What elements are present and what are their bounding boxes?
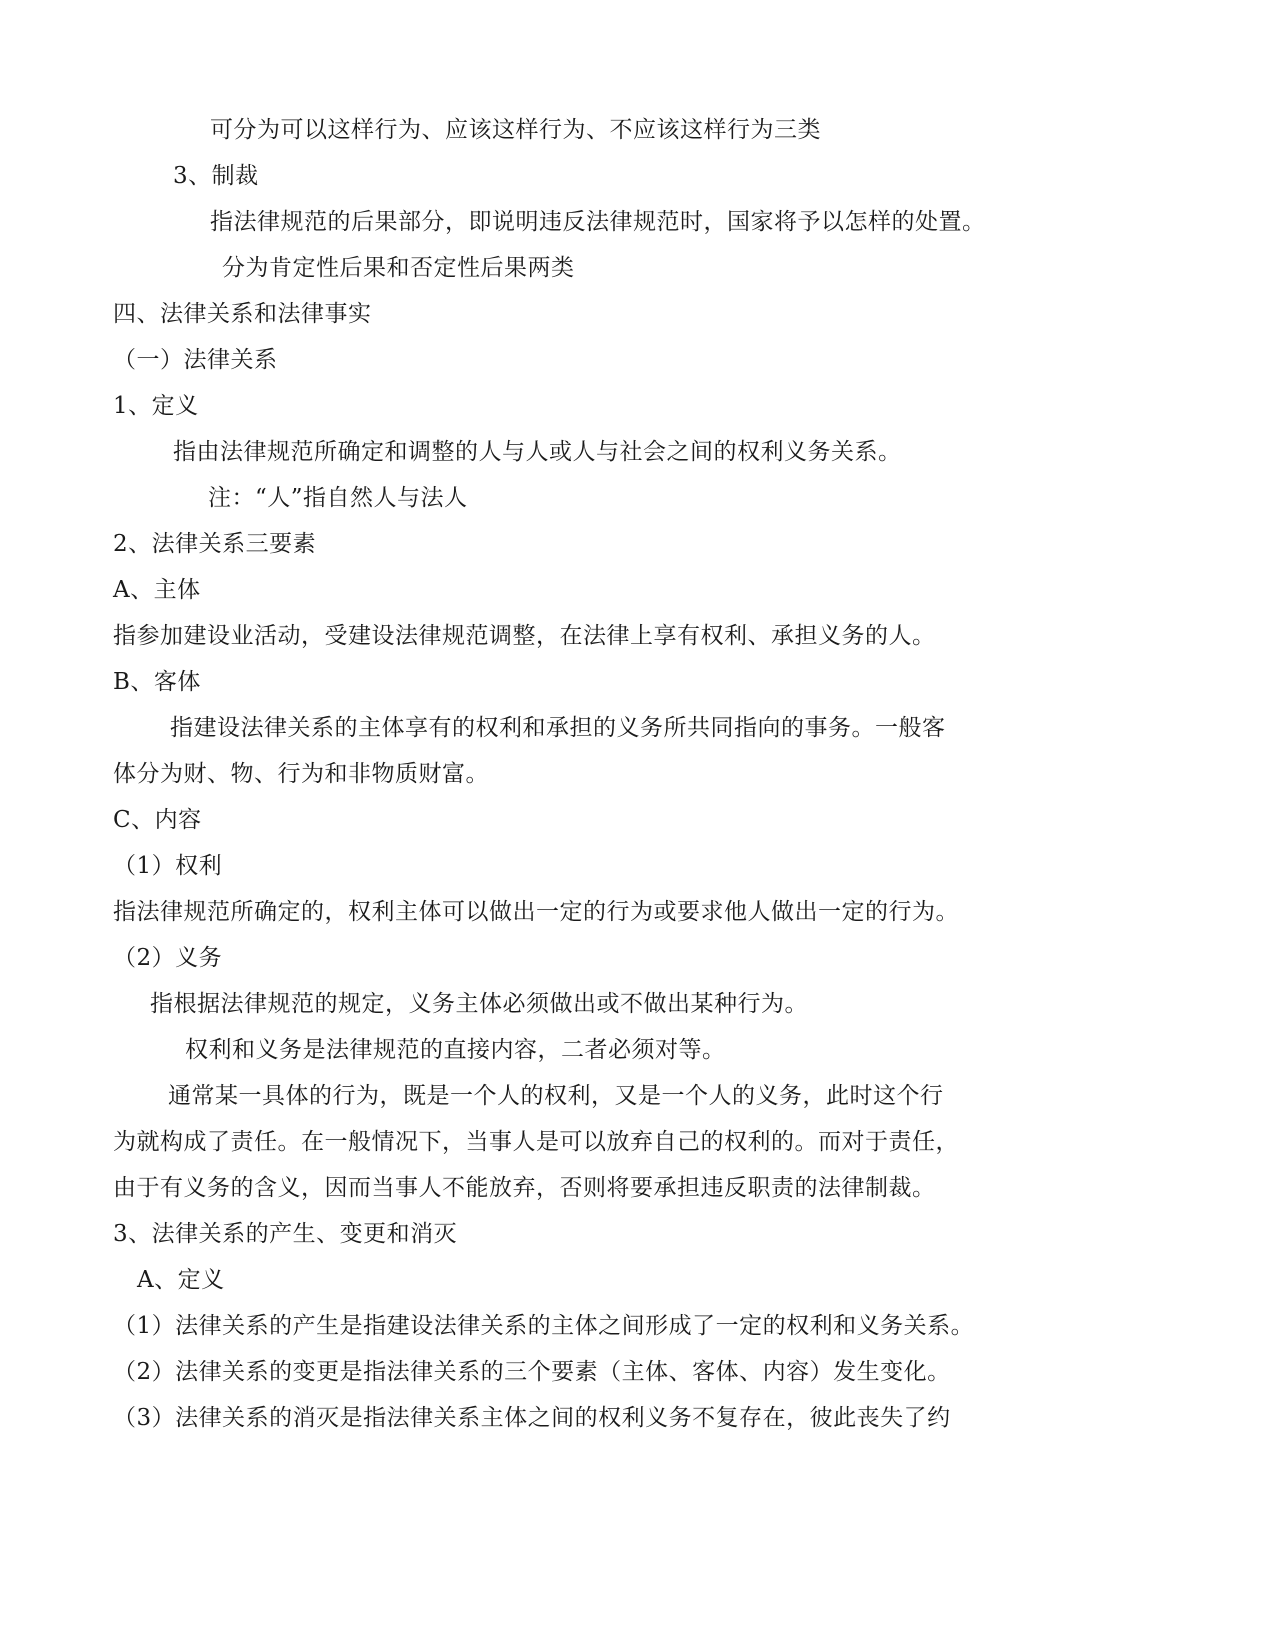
heading-definition: 1、定义 xyxy=(113,393,199,419)
text-line-sanction-def: 指法律规范的后果部分，即说明违反法律规范时，国家将予以怎样的处置。 xyxy=(210,209,986,235)
text-line-responsibility-2: 为就构成了责任。在一般情况下，当事人是可以放弃自己的权利的。而对于责任， xyxy=(113,1129,959,1155)
text-line-object-def-2: 体分为财、物、行为和非物质财富。 xyxy=(113,761,489,787)
text-line-responsibility-3: 由于有义务的含义，因而当事人不能放弃，否则将要承担违反职责的法律制裁。 xyxy=(113,1175,936,1201)
heading-subject: A、主体 xyxy=(113,577,201,603)
text-line-categories: 可分为可以这样行为、应该这样行为、不应该这样行为三类 xyxy=(210,117,821,143)
text-line-creation: （1）法律关系的产生是指建设法律关系的主体之间形成了一定的权利和义务关系。 xyxy=(113,1313,975,1339)
text-line-relation-def: 指由法律规范所确定和调整的人与人或人与社会之间的权利义务关系。 xyxy=(173,439,902,465)
heading-obligations: （2）义务 xyxy=(113,945,223,971)
text-line-object-def-1: 指建设法律关系的主体享有的权利和承担的义务所共同指向的事务。一般客 xyxy=(170,715,946,741)
text-line-responsibility-1: 通常某一具体的行为，既是一个人的权利，又是一个人的义务，此时这个行 xyxy=(168,1083,944,1109)
heading-lifecycle-definition: A、定义 xyxy=(137,1267,225,1293)
heading-content: C、内容 xyxy=(113,807,202,833)
heading-rights: （1）权利 xyxy=(113,853,223,879)
text-line-termination: （3）法律关系的消灭是指法律关系主体之间的权利义务不复存在，彼此丧失了约 xyxy=(113,1405,951,1431)
text-line-note: 注：“人”指自然人与法人 xyxy=(208,485,468,511)
section-heading-four: 四、法律关系和法律事实 xyxy=(113,301,372,327)
text-line-sanction-types: 分为肯定性后果和否定性后果两类 xyxy=(222,255,575,281)
heading-three-elements: 2、法律关系三要素 xyxy=(113,531,317,557)
heading-sanction: 3、制裁 xyxy=(173,163,259,189)
heading-object: B、客体 xyxy=(113,669,201,695)
heading-lifecycle: 3、法律关系的产生、变更和消灭 xyxy=(113,1221,458,1247)
subsection-heading-one: （一）法律关系 xyxy=(113,347,278,373)
text-line-obligations-def: 指根据法律规范的规定，义务主体必须做出或不做出某种行为。 xyxy=(150,991,808,1017)
text-line-equivalence: 权利和义务是法律规范的直接内容，二者必须对等。 xyxy=(185,1037,726,1063)
text-line-subject-def: 指参加建设业活动，受建设法律规范调整，在法律上享有权利、承担义务的人。 xyxy=(113,623,936,649)
text-line-change: （2）法律关系的变更是指法律关系的三个要素（主体、客体、内容）发生变化。 xyxy=(113,1359,951,1385)
text-line-rights-def: 指法律规范所确定的，权利主体可以做出一定的行为或要求他人做出一定的行为。 xyxy=(113,899,959,925)
